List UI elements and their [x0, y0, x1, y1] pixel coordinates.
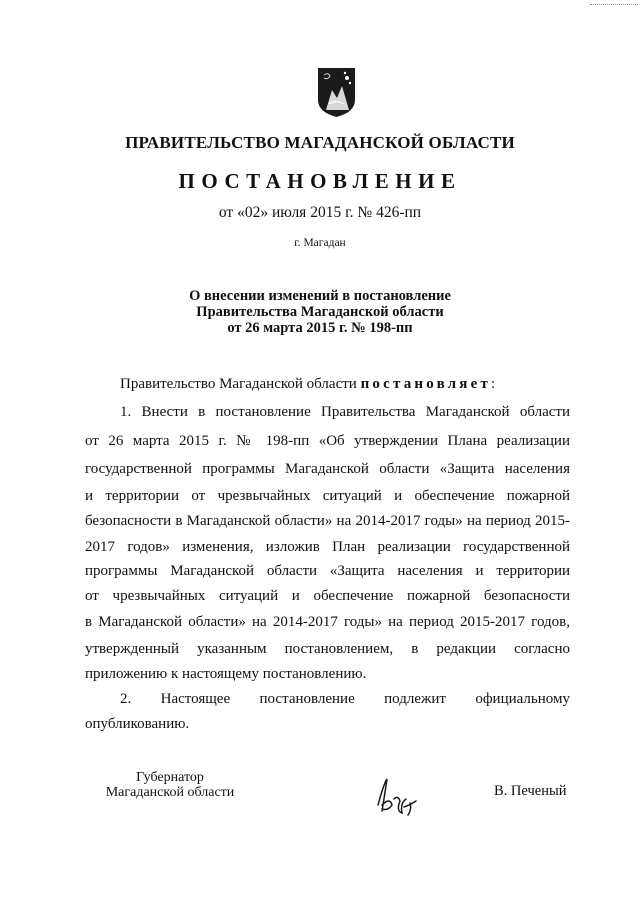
- intro-colon: :: [491, 376, 496, 392]
- paragraph-1-line: 2017 годов» изменения, изложив План реализации государственной: [85, 539, 570, 555]
- coat-of-arms-icon: [316, 66, 357, 118]
- city-name: г. Магадан: [294, 237, 346, 249]
- decree-verb: постановляет: [360, 376, 492, 392]
- signatory-title-line: Магаданской области: [105, 785, 235, 800]
- intro-text: Правительство Магаданской области: [120, 376, 361, 392]
- paragraph-1-line: программы Магаданской области «Защита населения и территории: [85, 563, 570, 579]
- paragraph-1-line: приложению к настоящему постановлению.: [85, 666, 367, 682]
- subject-line: от 26 марта 2015 г. № 198-пп: [227, 320, 413, 336]
- intro-line: [120, 376, 540, 393]
- scan-edge-line: [590, 4, 638, 5]
- signatory-name: В. Печеный: [494, 783, 567, 799]
- paragraph-1-line: государственной программы Магаданской области «Защита населения: [85, 461, 570, 477]
- paragraph-2-line: 2. Настоящее постановление подлежит официальному: [120, 691, 570, 707]
- paragraph-1-line: 1. Внести в постановление Правительства Магаданской области: [120, 404, 570, 420]
- paragraph-2-line: опубликованию.: [85, 716, 190, 732]
- document-type: ПОСТАНОВЛЕНИЕ: [178, 169, 462, 193]
- subject-line: О внесении изменений в постановление: [189, 288, 451, 304]
- paragraph-1-line: безопасности в Магаданской области» на 2014-2017 годы» на период 2015-: [85, 513, 570, 529]
- paragraph-1-line: в Магаданской области» на 2014-2017 годы» на период 2015-2017 годов,: [85, 614, 570, 630]
- paragraph-1-line: от чрезвычайных ситуаций и обеспечение пожарной безопасности: [85, 588, 570, 604]
- signatory-title-line: Губернатор: [136, 770, 204, 785]
- paragraph-1-line: и территории от чрезвычайных ситуаций и обеспечение пожарной: [85, 488, 570, 504]
- date-and-number: от «02» июля 2015 г. № 426-пп: [218, 204, 422, 221]
- document-subject: [0, 288, 640, 336]
- signatory-title: [95, 770, 245, 800]
- paragraph-1-line: утвержденный указанным постановлением, в редакции согласно: [85, 641, 570, 657]
- paragraph-1-line: от 26 марта 2015 г. № 198-пп «Об утверждении Плана реализации: [85, 433, 570, 449]
- government-name: ПРАВИТЕЛЬСТВО МАГАДАНСКОЙ ОБЛАСТИ: [125, 133, 515, 152]
- handwritten-signature: [370, 775, 428, 819]
- subject-line: Правительства Магаданской области: [196, 304, 444, 320]
